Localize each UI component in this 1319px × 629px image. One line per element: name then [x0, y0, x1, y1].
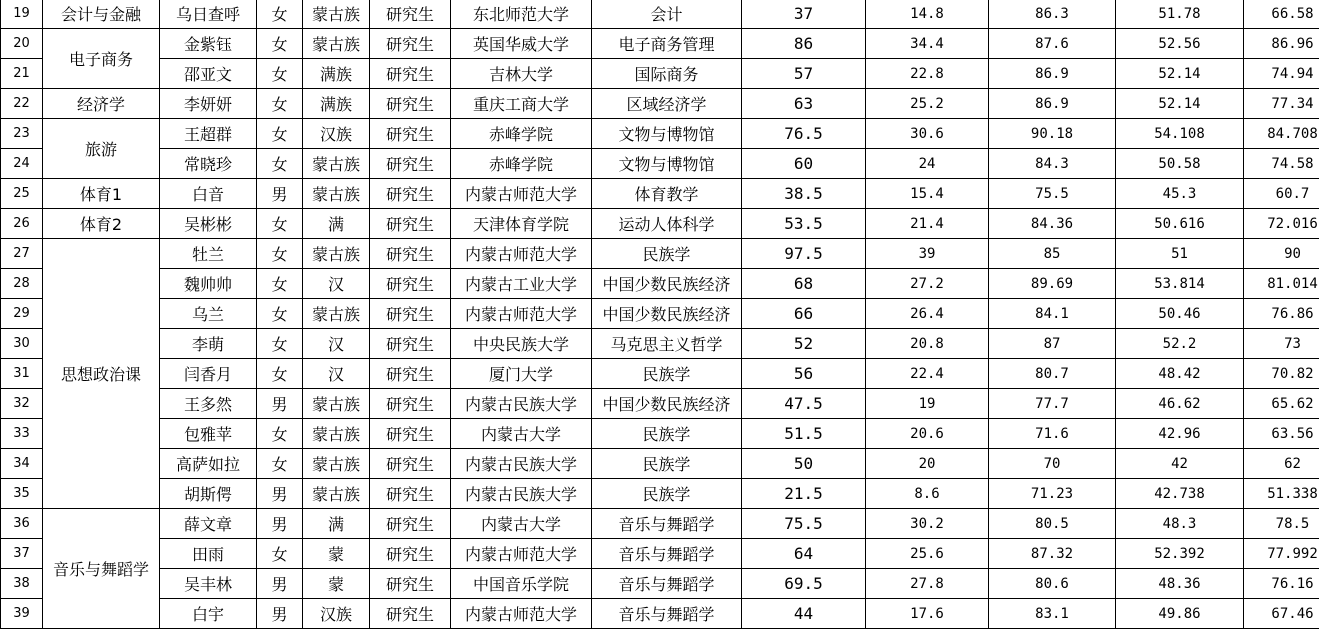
- row-number-cell: 20: [1, 29, 43, 59]
- written-score-cell: 60: [742, 149, 866, 179]
- interview-score-cell: 80.6: [989, 569, 1116, 599]
- total-score-cell: 84.708: [1244, 119, 1319, 149]
- table-row: [1, 299, 1319, 329]
- candidate-name: 闫香月: [160, 359, 257, 389]
- gender-cell: 男: [257, 389, 303, 419]
- written-score-cell: 97.5: [742, 239, 866, 269]
- interview-score-cell: 90.18: [989, 119, 1116, 149]
- written-score-cell: 68: [742, 269, 866, 299]
- written-weighted-cell: 25.2: [866, 89, 989, 119]
- ethnicity-cell: 蒙古族: [303, 419, 370, 449]
- education-cell: 研究生: [370, 329, 451, 359]
- interview-weighted-cell: 52.56: [1116, 29, 1244, 59]
- written-weighted-cell: 8.6: [866, 479, 989, 509]
- candidate-name: 胡斯偔: [160, 479, 257, 509]
- subject-group-cell: 思想政治课: [43, 239, 160, 509]
- major-cell: 体育教学: [592, 179, 742, 209]
- education-cell: 研究生: [370, 359, 451, 389]
- school-cell: 内蒙古民族大学: [451, 479, 592, 509]
- school-cell: 内蒙古民族大学: [451, 389, 592, 419]
- gender-cell: 男: [257, 509, 303, 539]
- table-row: [1, 239, 1319, 269]
- interview-score-cell: 86.3: [989, 0, 1116, 29]
- written-score-cell: 57: [742, 59, 866, 89]
- row-number-cell: 23: [1, 119, 43, 149]
- candidate-name: 白宇: [160, 599, 257, 629]
- interview-weighted-cell: 48.42: [1116, 359, 1244, 389]
- ethnicity-cell: 满: [303, 509, 370, 539]
- education-cell: 研究生: [370, 569, 451, 599]
- written-score-cell: 47.5: [742, 389, 866, 419]
- school-cell: 内蒙古民族大学: [451, 449, 592, 479]
- education-cell: 研究生: [370, 149, 451, 179]
- ethnicity-cell: 汉: [303, 359, 370, 389]
- table-row: [1, 149, 1319, 179]
- interview-score-cell: 77.7: [989, 389, 1116, 419]
- gender-cell: 女: [257, 59, 303, 89]
- table-row: [1, 599, 1319, 629]
- written-score-cell: 44: [742, 599, 866, 629]
- interview-weighted-cell: 51.78: [1116, 0, 1244, 29]
- total-score-cell: 86.96: [1244, 29, 1319, 59]
- candidate-name: 白音: [160, 179, 257, 209]
- interview-weighted-cell: 42.96: [1116, 419, 1244, 449]
- row-number-cell: 32: [1, 389, 43, 419]
- school-cell: 内蒙古师范大学: [451, 179, 592, 209]
- total-score-cell: 70.82: [1244, 359, 1319, 389]
- major-cell: 音乐与舞蹈学: [592, 539, 742, 569]
- written-score-cell: 66: [742, 299, 866, 329]
- row-number-cell: 38: [1, 569, 43, 599]
- interview-weighted-cell: 42: [1116, 449, 1244, 479]
- interview-score-cell: 86.9: [989, 89, 1116, 119]
- table-row: [1, 329, 1319, 359]
- row-number-cell: 25: [1, 179, 43, 209]
- row-number-cell: 21: [1, 59, 43, 89]
- school-cell: 厦门大学: [451, 359, 592, 389]
- interview-score-cell: 85: [989, 239, 1116, 269]
- gender-cell: 男: [257, 599, 303, 629]
- written-weighted-cell: 15.4: [866, 179, 989, 209]
- ethnicity-cell: 蒙古族: [303, 299, 370, 329]
- written-score-cell: 50: [742, 449, 866, 479]
- written-weighted-cell: 14.8: [866, 0, 989, 29]
- interview-weighted-cell: 52.14: [1116, 89, 1244, 119]
- total-score-cell: 66.58: [1244, 0, 1319, 29]
- ethnicity-cell: 蒙古族: [303, 449, 370, 479]
- interview-weighted-cell: 48.36: [1116, 569, 1244, 599]
- subject-group-cell: 体育2: [43, 209, 160, 239]
- interview-score-cell: 86.9: [989, 59, 1116, 89]
- gender-cell: 女: [257, 0, 303, 29]
- ethnicity-cell: 满族: [303, 59, 370, 89]
- interview-weighted-cell: 46.62: [1116, 389, 1244, 419]
- table-row: [1, 539, 1319, 569]
- candidate-name: 邵亚文: [160, 59, 257, 89]
- subject-group-cell: 旅游: [43, 119, 160, 179]
- total-score-cell: 60.7: [1244, 179, 1319, 209]
- education-cell: 研究生: [370, 59, 451, 89]
- interview-weighted-cell: 49.86: [1116, 599, 1244, 629]
- interview-score-cell: 84.3: [989, 149, 1116, 179]
- total-score-cell: 67.46: [1244, 599, 1319, 629]
- candidate-name: 王多然: [160, 389, 257, 419]
- candidate-name: 李妍妍: [160, 89, 257, 119]
- ethnicity-cell: 满族: [303, 89, 370, 119]
- interview-score-cell: 87: [989, 329, 1116, 359]
- interview-weighted-cell: 51: [1116, 239, 1244, 269]
- written-weighted-cell: 20.8: [866, 329, 989, 359]
- written-score-cell: 63: [742, 89, 866, 119]
- subject-group-cell: 音乐与舞蹈学: [43, 509, 160, 629]
- school-cell: 内蒙古大学: [451, 419, 592, 449]
- school-cell: 内蒙古工业大学: [451, 269, 592, 299]
- table-row: [1, 419, 1319, 449]
- candidate-name: 魏帅帅: [160, 269, 257, 299]
- ethnicity-cell: 汉: [303, 269, 370, 299]
- written-score-cell: 38.5: [742, 179, 866, 209]
- interview-weighted-cell: 52.392: [1116, 539, 1244, 569]
- school-cell: 内蒙古师范大学: [451, 599, 592, 629]
- total-score-cell: 73: [1244, 329, 1319, 359]
- ethnicity-cell: 蒙古族: [303, 179, 370, 209]
- major-cell: 中国少数民族经济: [592, 389, 742, 419]
- table-row: [1, 209, 1319, 239]
- row-number-cell: 28: [1, 269, 43, 299]
- major-cell: 音乐与舞蹈学: [592, 599, 742, 629]
- row-number-cell: 35: [1, 479, 43, 509]
- total-score-cell: 90: [1244, 239, 1319, 269]
- written-score-cell: 56: [742, 359, 866, 389]
- candidate-name: 王超群: [160, 119, 257, 149]
- interview-weighted-cell: 53.814: [1116, 269, 1244, 299]
- written-weighted-cell: 21.4: [866, 209, 989, 239]
- candidate-name: 乌日查呼: [160, 0, 257, 29]
- written-weighted-cell: 17.6: [866, 599, 989, 629]
- interview-weighted-cell: 54.108: [1116, 119, 1244, 149]
- major-cell: 文物与博物馆: [592, 149, 742, 179]
- candidate-name: 金紫钰: [160, 29, 257, 59]
- written-weighted-cell: 34.4: [866, 29, 989, 59]
- candidate-name: 乌兰: [160, 299, 257, 329]
- ethnicity-cell: 蒙古族: [303, 239, 370, 269]
- major-cell: 电子商务管理: [592, 29, 742, 59]
- candidate-name: 包雅苹: [160, 419, 257, 449]
- education-cell: 研究生: [370, 89, 451, 119]
- row-number-cell: 33: [1, 419, 43, 449]
- interview-weighted-cell: 50.46: [1116, 299, 1244, 329]
- major-cell: 国际商务: [592, 59, 742, 89]
- major-cell: 运动人体科学: [592, 209, 742, 239]
- gender-cell: 男: [257, 569, 303, 599]
- score-table-body: [1, 0, 1319, 629]
- gender-cell: 女: [257, 299, 303, 329]
- education-cell: 研究生: [370, 239, 451, 269]
- written-score-cell: 76.5: [742, 119, 866, 149]
- row-number-cell: 37: [1, 539, 43, 569]
- school-cell: 英国华威大学: [451, 29, 592, 59]
- written-score-cell: 52: [742, 329, 866, 359]
- education-cell: 研究生: [370, 389, 451, 419]
- ethnicity-cell: 蒙古族: [303, 0, 370, 29]
- major-cell: 会计: [592, 0, 742, 29]
- subject-group-cell: 体育1: [43, 179, 160, 209]
- row-number-cell: 30: [1, 329, 43, 359]
- table-row: [1, 29, 1319, 59]
- written-weighted-cell: 30.2: [866, 509, 989, 539]
- major-cell: 音乐与舞蹈学: [592, 509, 742, 539]
- total-score-cell: 74.94: [1244, 59, 1319, 89]
- written-weighted-cell: 20: [866, 449, 989, 479]
- total-score-cell: 72.016: [1244, 209, 1319, 239]
- ethnicity-cell: 汉族: [303, 599, 370, 629]
- school-cell: 中国音乐学院: [451, 569, 592, 599]
- table-row: [1, 179, 1319, 209]
- ethnicity-cell: 汉族: [303, 119, 370, 149]
- gender-cell: 女: [257, 29, 303, 59]
- gender-cell: 女: [257, 359, 303, 389]
- candidate-name: 李萌: [160, 329, 257, 359]
- ethnicity-cell: 蒙: [303, 569, 370, 599]
- row-number-cell: 31: [1, 359, 43, 389]
- interview-score-cell: 83.1: [989, 599, 1116, 629]
- interview-score-cell: 71.6: [989, 419, 1116, 449]
- school-cell: 中央民族大学: [451, 329, 592, 359]
- written-weighted-cell: 20.6: [866, 419, 989, 449]
- written-weighted-cell: 39: [866, 239, 989, 269]
- education-cell: 研究生: [370, 119, 451, 149]
- major-cell: 民族学: [592, 239, 742, 269]
- interview-weighted-cell: 52.14: [1116, 59, 1244, 89]
- table-row: [1, 89, 1319, 119]
- gender-cell: 男: [257, 179, 303, 209]
- major-cell: 民族学: [592, 479, 742, 509]
- table-row: [1, 449, 1319, 479]
- row-number-cell: 19: [1, 0, 43, 29]
- total-score-cell: 63.56: [1244, 419, 1319, 449]
- interview-score-cell: 89.69: [989, 269, 1116, 299]
- major-cell: 区域经济学: [592, 89, 742, 119]
- written-weighted-cell: 27.2: [866, 269, 989, 299]
- interview-score-cell: 75.5: [989, 179, 1116, 209]
- ethnicity-cell: 蒙古族: [303, 149, 370, 179]
- education-cell: 研究生: [370, 179, 451, 209]
- school-cell: 内蒙古师范大学: [451, 539, 592, 569]
- subject-group-cell: 经济学: [43, 89, 160, 119]
- education-cell: 研究生: [370, 509, 451, 539]
- interview-weighted-cell: 50.616: [1116, 209, 1244, 239]
- interview-score-cell: 71.23: [989, 479, 1116, 509]
- total-score-cell: 77.992: [1244, 539, 1319, 569]
- total-score-cell: 51.338: [1244, 479, 1319, 509]
- gender-cell: 女: [257, 89, 303, 119]
- gender-cell: 女: [257, 119, 303, 149]
- subject-group-cell: 电子商务: [43, 29, 160, 89]
- education-cell: 研究生: [370, 29, 451, 59]
- gender-cell: 女: [257, 149, 303, 179]
- ethnicity-cell: 满: [303, 209, 370, 239]
- interview-score-cell: 80.7: [989, 359, 1116, 389]
- education-cell: 研究生: [370, 0, 451, 29]
- total-score-cell: 81.014: [1244, 269, 1319, 299]
- gender-cell: 女: [257, 239, 303, 269]
- subject-group-cell: 会计与金融: [43, 0, 160, 29]
- gender-cell: 女: [257, 329, 303, 359]
- written-weighted-cell: 27.8: [866, 569, 989, 599]
- school-cell: 赤峰学院: [451, 119, 592, 149]
- major-cell: 中国少数民族经济: [592, 299, 742, 329]
- interview-score-cell: 70: [989, 449, 1116, 479]
- education-cell: 研究生: [370, 599, 451, 629]
- gender-cell: 男: [257, 479, 303, 509]
- school-cell: 重庆工商大学: [451, 89, 592, 119]
- education-cell: 研究生: [370, 209, 451, 239]
- major-cell: 中国少数民族经济: [592, 269, 742, 299]
- candidate-name: 吴彬彬: [160, 209, 257, 239]
- written-score-cell: 37: [742, 0, 866, 29]
- table-row: [1, 569, 1319, 599]
- table-row: [1, 269, 1319, 299]
- gender-cell: 女: [257, 449, 303, 479]
- interview-score-cell: 87.32: [989, 539, 1116, 569]
- major-cell: 文物与博物馆: [592, 119, 742, 149]
- ethnicity-cell: 蒙古族: [303, 29, 370, 59]
- written-weighted-cell: 26.4: [866, 299, 989, 329]
- education-cell: 研究生: [370, 479, 451, 509]
- interview-score-cell: 80.5: [989, 509, 1116, 539]
- interview-weighted-cell: 52.2: [1116, 329, 1244, 359]
- candidate-name: 高萨如拉: [160, 449, 257, 479]
- school-cell: 吉林大学: [451, 59, 592, 89]
- total-score-cell: 62: [1244, 449, 1319, 479]
- table-row: [1, 59, 1319, 89]
- gender-cell: 女: [257, 269, 303, 299]
- row-number-cell: 22: [1, 89, 43, 119]
- major-cell: 音乐与舞蹈学: [592, 569, 742, 599]
- gender-cell: 女: [257, 419, 303, 449]
- row-number-cell: 26: [1, 209, 43, 239]
- education-cell: 研究生: [370, 269, 451, 299]
- table-row: [1, 119, 1319, 149]
- major-cell: 民族学: [592, 359, 742, 389]
- gender-cell: 女: [257, 209, 303, 239]
- total-score-cell: 65.62: [1244, 389, 1319, 419]
- written-score-cell: 64: [742, 539, 866, 569]
- row-number-cell: 34: [1, 449, 43, 479]
- school-cell: 东北师范大学: [451, 0, 592, 29]
- education-cell: 研究生: [370, 419, 451, 449]
- interview-weighted-cell: 42.738: [1116, 479, 1244, 509]
- candidate-name: 牡兰: [160, 239, 257, 269]
- written-weighted-cell: 25.6: [866, 539, 989, 569]
- total-score-cell: 77.34: [1244, 89, 1319, 119]
- table-row: [1, 0, 1319, 29]
- school-cell: 内蒙古大学: [451, 509, 592, 539]
- row-number-cell: 27: [1, 239, 43, 269]
- education-cell: 研究生: [370, 539, 451, 569]
- table-row: [1, 509, 1319, 539]
- table-row: [1, 479, 1319, 509]
- written-weighted-cell: 30.6: [866, 119, 989, 149]
- interview-weighted-cell: 48.3: [1116, 509, 1244, 539]
- table-row: [1, 389, 1319, 419]
- written-score-cell: 21.5: [742, 479, 866, 509]
- row-number-cell: 36: [1, 509, 43, 539]
- school-cell: 赤峰学院: [451, 149, 592, 179]
- candidate-name: 薛文章: [160, 509, 257, 539]
- written-score-cell: 86: [742, 29, 866, 59]
- candidate-name: 吴丰林: [160, 569, 257, 599]
- total-score-cell: 74.58: [1244, 149, 1319, 179]
- ethnicity-cell: 蒙古族: [303, 479, 370, 509]
- total-score-cell: 76.86: [1244, 299, 1319, 329]
- written-score-cell: 69.5: [742, 569, 866, 599]
- total-score-cell: 76.16: [1244, 569, 1319, 599]
- row-number-cell: 24: [1, 149, 43, 179]
- school-cell: 内蒙古师范大学: [451, 239, 592, 269]
- ethnicity-cell: 蒙: [303, 539, 370, 569]
- written-weighted-cell: 19: [866, 389, 989, 419]
- candidate-name: 常晓珍: [160, 149, 257, 179]
- candidate-name: 田雨: [160, 539, 257, 569]
- major-cell: 民族学: [592, 419, 742, 449]
- row-number-cell: 29: [1, 299, 43, 329]
- education-cell: 研究生: [370, 449, 451, 479]
- interview-weighted-cell: 50.58: [1116, 149, 1244, 179]
- gender-cell: 女: [257, 539, 303, 569]
- major-cell: 民族学: [592, 449, 742, 479]
- education-cell: 研究生: [370, 299, 451, 329]
- written-weighted-cell: 24: [866, 149, 989, 179]
- interview-score-cell: 87.6: [989, 29, 1116, 59]
- written-weighted-cell: 22.8: [866, 59, 989, 89]
- ethnicity-cell: 蒙古族: [303, 389, 370, 419]
- school-cell: 内蒙古师范大学: [451, 299, 592, 329]
- major-cell: 马克思主义哲学: [592, 329, 742, 359]
- interview-score-cell: 84.36: [989, 209, 1116, 239]
- table-row: [1, 359, 1319, 389]
- school-cell: 天津体育学院: [451, 209, 592, 239]
- interview-score-cell: 84.1: [989, 299, 1116, 329]
- ethnicity-cell: 汉: [303, 329, 370, 359]
- written-weighted-cell: 22.4: [866, 359, 989, 389]
- interview-weighted-cell: 45.3: [1116, 179, 1244, 209]
- written-score-cell: 75.5: [742, 509, 866, 539]
- row-number-cell: 39: [1, 599, 43, 629]
- written-score-cell: 51.5: [742, 419, 866, 449]
- total-score-cell: 78.5: [1244, 509, 1319, 539]
- written-score-cell: 53.5: [742, 209, 866, 239]
